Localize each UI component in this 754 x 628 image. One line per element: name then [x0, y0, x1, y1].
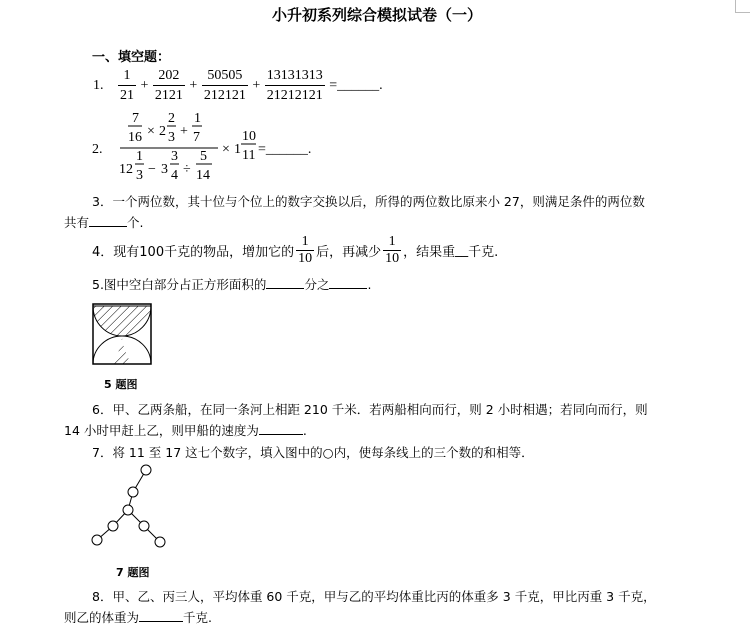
q2-den-a-whole: 12 [119, 162, 133, 177]
q2-den-b-d: 4 [171, 168, 178, 183]
numerator: 202 [158, 68, 180, 83]
question-7: 7．将 11 至 17 这七个数字，填入图中的○内，使每条线上的三个数的和相等． [92, 445, 534, 460]
answer-blank [139, 609, 183, 622]
question-6-line-1: 6．甲、乙两条船，在同一条河上相距 210 千米．若两船相向而行，则 2 小时相遇；若同向而行，则 [92, 402, 648, 417]
question-6-line-2 [64, 421, 307, 439]
q4-text-d: 千克. [468, 245, 499, 260]
answer-blank: =______. [329, 77, 383, 93]
numerator: 1 [301, 234, 309, 249]
figure-5-square-semicircles [91, 302, 153, 366]
q5-text-a: 5.图中空白部分占正方形面积的 [92, 277, 267, 292]
q2-plus: + [180, 124, 188, 139]
q1-fraction [118, 66, 136, 105]
q8-text-a: 则乙的体重为 [64, 610, 140, 625]
q3-text-b: 个. [127, 215, 144, 230]
numerator: 1 [388, 234, 396, 249]
figure-7-caption: 7 题图 [116, 566, 150, 579]
q2-mixed-n: 10 [242, 129, 256, 144]
plus-sign: + [252, 77, 261, 93]
figure-7-circle-tree [88, 462, 178, 554]
q2-mixed-whole: 1 [234, 142, 241, 157]
q3-text-a: 共有 [64, 215, 90, 230]
q2-num-a-d: 16 [128, 130, 142, 145]
q2-num-a-n: 7 [132, 111, 139, 126]
q2-answer-blank: =______. [258, 142, 312, 157]
q2-den-c-d: 14 [196, 168, 210, 183]
q2-den-b-whole: 3 [161, 162, 168, 177]
numerator: 1 [123, 68, 131, 83]
q4-text-b: 后，再减少 [316, 245, 382, 260]
q1-fraction [153, 66, 185, 105]
question-8-line-1: 8．甲、乙、丙三人，平均体重 60 千克，甲与乙的平均体重比丙的体重多 3 千克，甲比丙重 3 千克， [92, 589, 656, 604]
circle-node [123, 505, 133, 515]
q2-den-b-n: 3 [171, 149, 178, 164]
question-8-line-2 [64, 608, 212, 626]
numerator: 50505 [207, 68, 243, 83]
q1-fraction [265, 66, 325, 105]
q2-num-c-d: 7 [193, 130, 200, 145]
q2-number: 2. [92, 142, 103, 157]
q2-num-b-n: 2 [168, 111, 175, 126]
q5-text-c: . [367, 277, 372, 292]
figure-5-caption: 5 题图 [104, 378, 138, 391]
q4-text-a: 4．现有100千克的物品，增加它的 [92, 245, 295, 260]
question-1 [92, 66, 384, 105]
q4-fraction-2 [383, 234, 401, 267]
question-5 [92, 275, 371, 293]
denominator: 212121 [202, 85, 248, 105]
q2-num-b-whole: 2 [159, 124, 166, 139]
denominator: 2121 [153, 85, 185, 105]
q2-num-c-n: 1 [194, 111, 201, 126]
q2-times: × [147, 124, 155, 139]
q5-text-b: 分之 [304, 277, 330, 292]
denominator: 21 [118, 85, 136, 105]
circle-node [155, 537, 165, 547]
circle-node [128, 487, 138, 497]
circle-node [92, 535, 102, 545]
question-3-line-1: 3．一个两位数，其十位与个位上的数字交换以后，所得的两位数比原来小 27，则满足条件的两位数 [92, 194, 645, 209]
q2-mixed-d: 11 [242, 148, 256, 163]
plus-sign: + [140, 77, 149, 93]
numerator: 13131313 [266, 68, 323, 83]
q2-den-a-d: 3 [136, 168, 143, 183]
question-4 [92, 234, 498, 267]
circle-node [108, 521, 118, 531]
circle-node [141, 465, 151, 475]
answer-blank [259, 422, 303, 435]
denominator: 21212121 [265, 85, 325, 105]
q2-mult: × [222, 142, 230, 157]
question-3-line-2 [64, 213, 144, 231]
answer-blank [89, 214, 127, 227]
answer-blank: __ [455, 243, 469, 258]
denominator: 10 [385, 251, 400, 266]
question-2 [88, 108, 358, 188]
answer-blank [329, 276, 367, 289]
answer-blank [266, 276, 304, 289]
q2-minus: − [148, 162, 156, 177]
section-heading-fill-in: 一、填空题： [92, 50, 171, 65]
q2-num-b-d: 3 [168, 130, 175, 145]
q4-text-c: ，结果重 [403, 245, 456, 260]
q2-div: ÷ [183, 162, 191, 177]
q1-fraction [202, 66, 248, 105]
q6-text-b: . [302, 423, 307, 438]
q2-den-c-n: 5 [200, 149, 207, 164]
q2-den-a-n: 1 [136, 149, 143, 164]
q4-fraction-1 [296, 234, 314, 267]
denominator: 10 [298, 251, 313, 266]
q8-text-b: 千克. [183, 610, 212, 625]
q6-text-a: 14 小时甲赶上乙，则甲船的速度为 [64, 423, 259, 438]
circle-node [139, 521, 149, 531]
plus-sign: + [189, 77, 198, 93]
page-title: 小升初系列综合模拟试卷（一） [271, 6, 482, 24]
q1-number: 1. [93, 77, 104, 93]
